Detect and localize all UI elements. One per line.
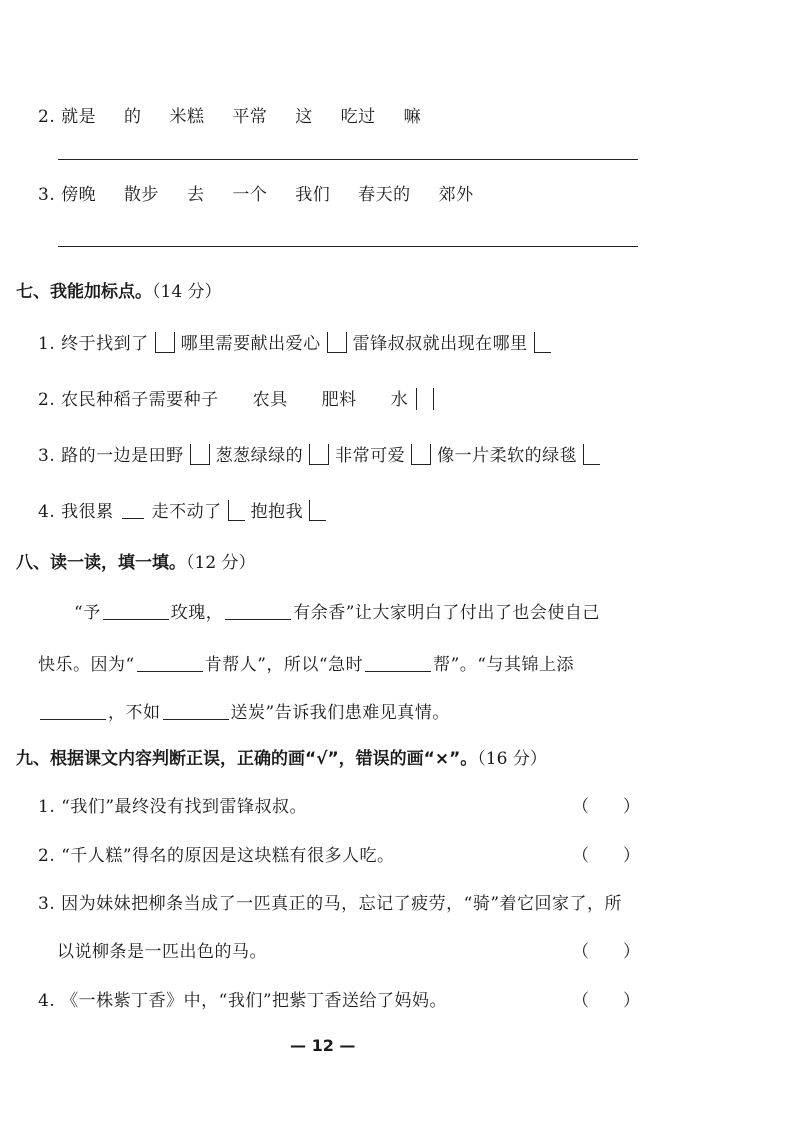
q7-3-number: 3.: [38, 446, 56, 466]
word: 傍晚: [61, 185, 97, 205]
section8-line2: [38, 650, 574, 675]
answer-line-q6-3[interactable]: [58, 246, 638, 247]
punctuation-box[interactable]: [583, 444, 600, 465]
q7-4-text-c: 抱抱我: [250, 502, 304, 522]
q7-1-text-a: 终于找到了: [61, 334, 149, 354]
q7-3-text-b: 葱葱绿绿的: [215, 446, 304, 466]
word: 春天的: [358, 185, 411, 205]
answer-line-q6-2[interactable]: [58, 159, 638, 160]
section9-heading: [16, 744, 547, 769]
section8-line3: [38, 698, 450, 723]
fill-text: “予: [74, 603, 101, 623]
fill-blank[interactable]: [365, 655, 431, 672]
q9-3-text-line1: 3. 因为妹妹把柳条当成了一匹真正的马，忘记了疲劳，“骑”着它回家了，所: [38, 894, 623, 914]
q9-1-text: 1. “我们”最终没有找到雷锋叔叔。: [38, 797, 308, 817]
q7-3-text-d: 像一片柔软的绿毯: [437, 446, 578, 466]
fill-text: 玫瑰，: [170, 603, 224, 623]
q7-3-text-a: 路的一边是田野: [61, 446, 184, 466]
q7-3-text-c: 非常可爱: [335, 446, 406, 466]
punctuation-box[interactable]: [309, 444, 329, 465]
fill-text: 帮”。“与其锦上添: [433, 655, 574, 675]
q6-2-words: [38, 102, 443, 127]
answer-parentheses[interactable]: （ ）: [572, 942, 640, 962]
word: 嘛: [403, 107, 422, 127]
fill-text: ，不如: [108, 703, 161, 723]
answer-parentheses[interactable]: （ ）: [572, 797, 640, 817]
section8-title: 八、读一读，填一填。: [16, 553, 186, 573]
word: 平常: [232, 107, 268, 127]
q9-4-text: 4. 《一株紫丁香》中，“我们”把紫丁香送给了妈妈。: [38, 991, 448, 1011]
q7-1-text-c: 雷锋叔叔就出现在哪里: [352, 334, 528, 354]
punctuation-box[interactable]: [190, 444, 210, 465]
q9-3-text-line2: 以说柳条是一匹出色的马。: [57, 942, 267, 962]
punctuation-box[interactable]: [155, 332, 175, 353]
q7-2-text-b: 农具: [252, 390, 288, 410]
punctuation-slot[interactable]: [416, 388, 417, 410]
word: 就是: [61, 107, 97, 127]
punctuation-box[interactable]: [228, 500, 245, 521]
section9-score: （16 分）: [477, 749, 547, 769]
answer-parentheses[interactable]: （ ）: [572, 991, 640, 1011]
q6-2-number: 2.: [38, 107, 56, 127]
q7-2-text-c: 肥料: [321, 390, 357, 410]
word: 去: [186, 185, 205, 205]
fill-text: 送炭”告诉我们患难见真情。: [230, 703, 450, 723]
punctuation-box[interactable]: [411, 444, 431, 465]
word: 的: [124, 107, 142, 127]
section7-score: （14 分）: [152, 282, 222, 302]
q7-2: [38, 385, 442, 410]
fill-text: 有余香”让大家明白了付出了也会使自己: [293, 603, 600, 623]
word: 我们: [295, 185, 331, 205]
punctuation-box[interactable]: [534, 332, 551, 353]
word: 吃过: [340, 107, 376, 127]
q7-2-text-a: 农民种稻子需要种子: [61, 390, 219, 410]
word: 米糕: [169, 107, 205, 127]
page-number: — 12 —: [290, 1036, 356, 1055]
q7-4-text-b: 走不动了: [151, 502, 222, 522]
q9-2-text: 2. “千人糕”得名的原因是这块糕有很多人吃。: [38, 846, 395, 866]
q7-3: [38, 441, 606, 466]
q7-1: [38, 329, 557, 354]
q7-4-number: 4.: [38, 502, 56, 522]
q7-4-text-a: 我很累: [61, 502, 114, 522]
fill-text: 肯帮人”，所以“急时: [204, 655, 364, 675]
word: 郊外: [438, 185, 474, 205]
q7-2-text-d: 水: [390, 390, 409, 410]
word: 散步: [124, 185, 160, 205]
q7-1-number: 1.: [38, 334, 56, 354]
word: 这: [295, 107, 313, 127]
section7-heading: [16, 277, 222, 302]
punctuation-slot[interactable]: [433, 388, 434, 410]
q7-1-text-b: 哪里需要献出爱心: [180, 334, 321, 354]
answer-parentheses[interactable]: （ ）: [572, 846, 640, 866]
fill-blank[interactable]: [40, 703, 106, 720]
punctuation-box[interactable]: [309, 500, 326, 521]
q6-3-words: [38, 180, 496, 205]
fill-blank[interactable]: [137, 655, 203, 672]
fill-text: 快乐。因为“: [38, 655, 135, 675]
section8-score: （12 分）: [186, 553, 256, 573]
punctuation-box[interactable]: [327, 332, 347, 353]
fill-blank[interactable]: [163, 703, 229, 720]
section9-title: 九、根据课文内容判断正误，正确的画“√”，错误的画“×”。: [16, 749, 478, 769]
section7-title: 七、我能加标点。: [16, 282, 152, 302]
section8-line1: [74, 598, 600, 623]
q7-2-number: 2.: [38, 390, 56, 410]
word: 一个: [232, 185, 268, 205]
punctuation-blank[interactable]: [122, 504, 144, 519]
section8-heading: [16, 548, 256, 573]
fill-blank[interactable]: [103, 603, 169, 620]
fill-blank[interactable]: [225, 603, 291, 620]
q7-4: [38, 497, 332, 522]
q6-3-number: 3.: [38, 185, 56, 205]
